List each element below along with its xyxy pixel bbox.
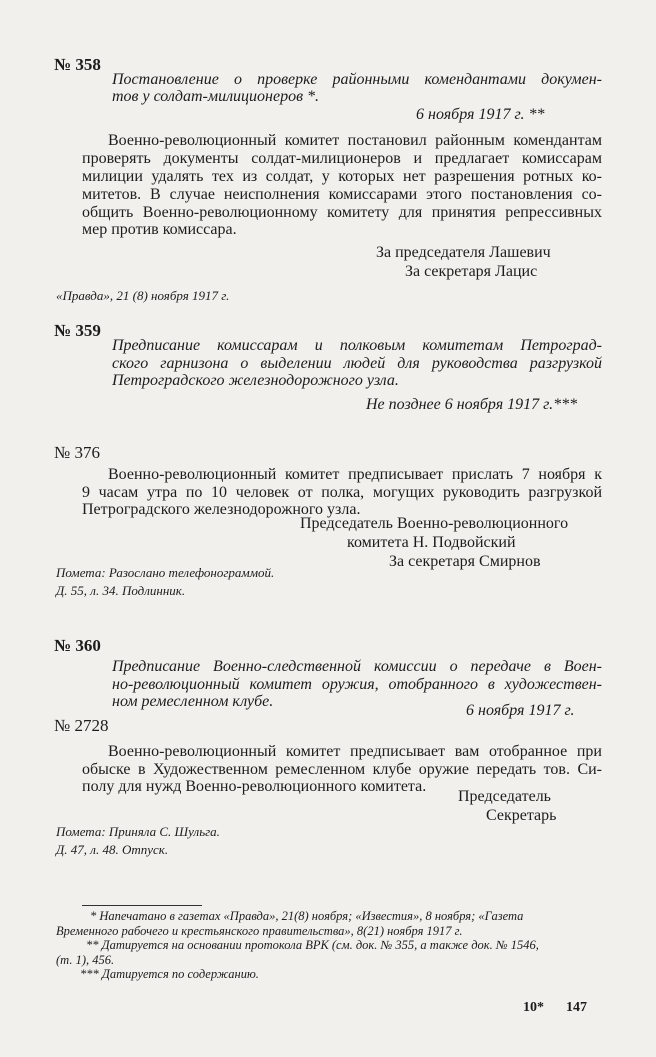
doc-2728-text-line-1: Военно-революционный комитет предписывает вам отобранное при [108,743,602,760]
doc-360-title-line-3: ном ремесленном клубе. [112,693,274,710]
doc-358-text-line-6: мер против комиссара. [82,221,237,238]
doc-360-title-line-1: Предписание Военно-следственной комиссии о передаче в Воен- [112,658,602,675]
doc-376-number: № 376 [54,443,100,462]
doc-358-signature-secretary: За секретаря Лацис [405,263,538,280]
doc-358-text-line-1: Военно-революционный комитет постановил районным комендантам [108,132,602,149]
doc-376-text-line-3: Петроградского железнодорожного узла. [82,501,361,518]
doc-2728-text-line-3: полу для нужд Военно-революционного комитета. [82,778,427,795]
footnote-3: *** Датируется по содержанию. [80,967,259,981]
doc-358-text-line-4: митетов. В случае неисполнения комиссарами этого постановления со- [82,186,602,203]
doc-360-title-line-2: но-революционный комитет оружия, отобранного в художествен- [112,676,602,693]
doc-359-title-line-2: ского гарнизона о выделении людей для руководства разгрузкой [112,355,602,372]
doc-358-text-line-5: общить Военно-революционному комитету для принятия репрессивных [82,204,602,221]
doc-358-date: 6 ноября 1917 г. ** [416,106,545,123]
doc-358-text-line-2: проверять документы солдат-милиционеров и предлагает комиссарам [82,150,602,167]
doc-2728-number: № 2728 [54,716,109,735]
doc-376-archive-ref: Д. 55, л. 34. Подлинник. [56,583,186,598]
doc-358-title-line-1: Постановление о проверке районными комендантами докумен- [112,71,602,88]
doc-376-signature-chair: Председатель Военно-революционного [300,515,569,532]
doc-2728-note: Помета: Приняла С. Шульга. [56,824,220,839]
doc-359-title-line-3: Петроградского железнодорожного узла. [112,372,399,389]
footnote-2-line-2: (т. 1), 456. [56,953,115,967]
doc-358-signature-chair: За председателя Лашевич [376,244,551,261]
doc-359-date: Не позднее 6 ноября 1917 г.*** [366,396,578,413]
doc-2728-archive-ref: Д. 47, л. 48. Отпуск. [56,842,169,857]
doc-360-number: № 360 [54,636,101,655]
footnote-separator [82,905,202,906]
doc-358-source: «Правда», 21 (8) ноября 1917 г. [56,288,230,303]
footnote-2-line-1: ** Датируется на основании протокола ВРК (см. док. № 355, а также док. № 1546, [86,938,539,952]
doc-2728-signature-secretary: Секретарь [486,807,557,824]
doc-376-signature-secretary: За секретаря Смирнов [389,553,541,570]
doc-2728-signature-chair: Председатель [458,788,551,805]
footnote-1-line-1: * Напечатано в газетах «Правда», 21(8) ноября; «Известия», 8 ноября; «Газета [90,909,524,923]
doc-376-text-line-2: 9 часам утра по 10 человек от полка, могущих руководить разгрузкой [82,484,602,501]
signature-mark: 10* [523,1000,544,1015]
doc-376-note: Помета: Разослано телефонограммой. [56,565,275,580]
doc-358-text-line-3: милиции удалять тех из солдат, у которых нет разрешения ротных ко- [82,168,602,185]
doc-358-number: № 358 [54,55,101,74]
doc-376-signature-name: комитета Н. Подвойский [347,534,516,551]
page-number: 147 [566,1000,587,1015]
doc-358-title-line-2: тов у солдат-милиционеров *. [112,88,320,105]
doc-359-number: № 359 [54,321,101,340]
doc-2728-text-line-2: обыске в Художественном ремесленном клубе оружие передать тов. Си- [82,761,602,778]
doc-376-text-line-1: Военно-революционный комитет предписывает прислать 7 ноября к [108,466,602,483]
footnote-1-line-2: Временного рабочего и крестьянского правительства», 8(21) ноября 1917 г. [56,924,463,938]
doc-359-title-line-1: Предписание комиссарам и полковым комитетам Петроград- [112,337,602,354]
doc-360-date: 6 ноября 1917 г. [466,702,575,719]
